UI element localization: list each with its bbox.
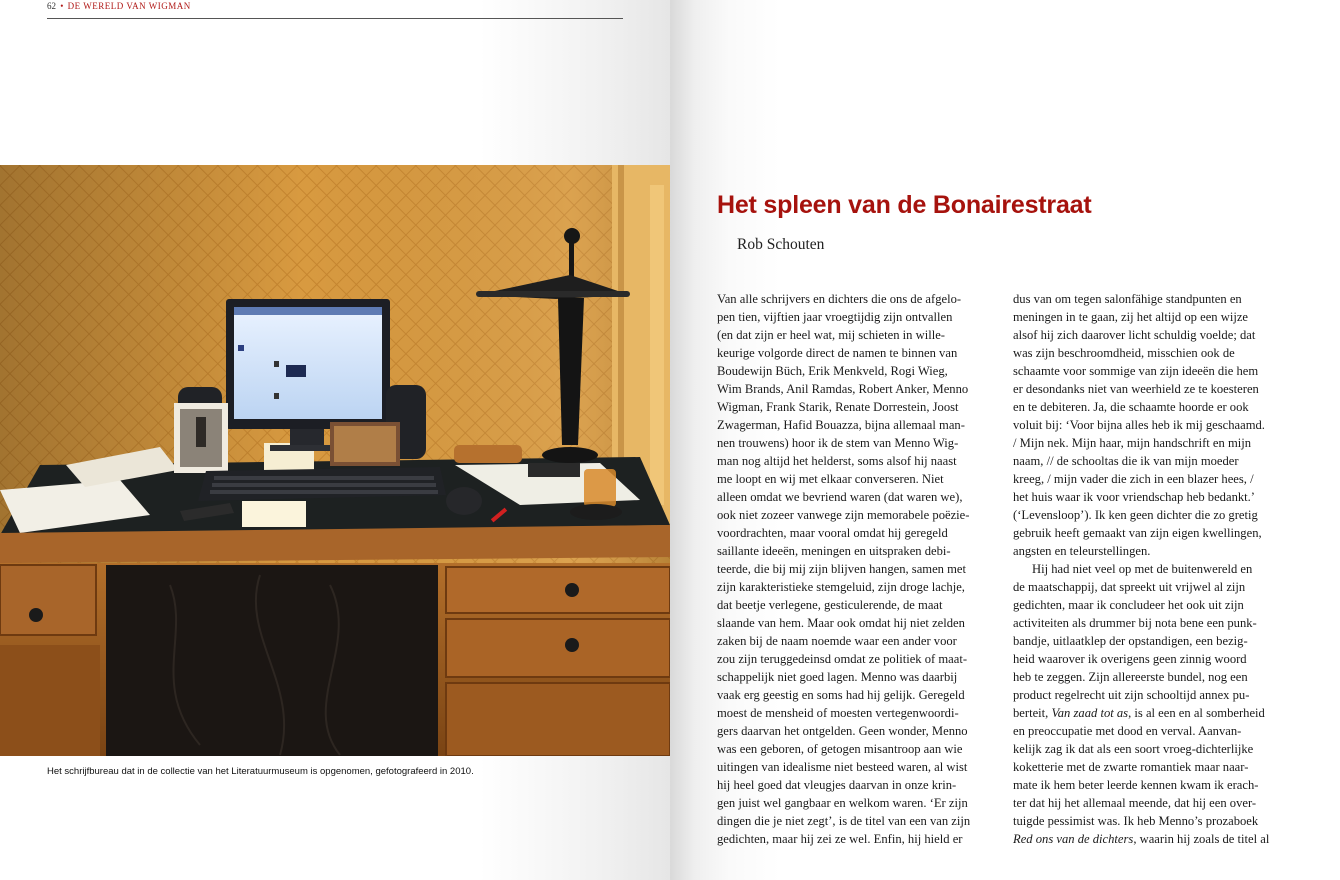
text-line: vaak erg geestig en soms had hij gelijk. Geregeld [717,688,965,702]
text-line: uitingen van idealisme niet besteed waren, al wist [717,760,968,774]
text-line: kelijk zag ik dat als een soort vroeg-dichterlijke [1013,742,1254,756]
text-line: schaamte voor sommige van zijn ideeën die hem [1013,364,1259,378]
text-line: de maatschappij, dat spreekt uit vrijwel al zijn [1013,580,1246,594]
header-separator: • [60,1,64,11]
text-line: (‘Levensloop’). Ik ken geen dichter die zo gretig [1013,508,1258,522]
text-line: heb te zeggen. Zijn allereerste bundel, nog een [1013,670,1248,684]
text-line [1013,704,1298,722]
text-line: dat beetje verlegene, gesticulerende, de maat [717,598,943,612]
text-line: kreeg, / mijn vader die zich in een blazer hees, / [1013,472,1254,486]
text-line: was een geboren, of getogen misantroop aan wie [717,742,963,756]
text-line: teerde, die bij mij zijn blijven hangen, samen met [717,562,967,576]
text-line: hij heel goed dat vleugjes daarvan in onze krin- [717,778,957,792]
text-line: Wim Brands, Anil Ramdas, Robert Anker, Menno [717,382,969,396]
text-line: / Mijn nek. Mijn haar, mijn handschrift en mijn [1013,436,1252,450]
text-segment: , waarin hij zoals de titel al [1133,832,1270,846]
text-line: dingen die je niet zegt’, is de titel van een van zijn [717,814,971,828]
text-line: zou zijn teruggedeinsd omdat ze politiek of maat- [717,652,968,666]
text-line: zijn karakteristieke stemgeluid, zijn droge lachje, [717,580,965,594]
text-line: keurige volgorde direct de namen te binnen van [717,346,958,360]
text-line: Hij had niet veel op met de buitenwereld en [1032,562,1253,576]
text-line: het huis waar ik voor vriendschap heb bedankt.’ [1013,490,1256,504]
text-line: gedichten, maar hij zei ze wel. Enfin, hij hield er [717,832,963,846]
text-line: schappelijk niet goed lagen. Menno was daarbij [717,670,958,684]
text-line: tuigde pessimist was. Ik heb Menno’s prozaboek [1013,814,1259,828]
text-line: meningen in te gaan, zij het altijd op een wijze [1013,310,1249,324]
text-line: naam, // de schooltas die ik van mijn moeder [1013,454,1239,468]
text-line: Wigman, Frank Starik, Renate Dorrestein, Joost [717,400,959,414]
article-title: Het spleen van de Bonairestraat [717,191,1092,219]
text-line: moest de mensheid of moesten vertegenwoordi- [717,706,959,720]
text-line [1013,830,1298,848]
text-segment: , is al een en al somberheid [1128,706,1265,720]
text-line: Van alle schrijvers en dichters die ons de afgelo- [717,292,962,306]
text-line: ter dat hij het allemaal meende, dat hij een over- [1013,796,1257,810]
text-line: me loopt en wij met elkaar converseren. Niet [717,472,944,486]
book-title-italic: Red ons van de dichters [1013,832,1134,846]
text-column-1 [717,290,1002,848]
text-line: heid waarover ik overigens geen zinnig woord [1013,652,1247,666]
text-line: activiteiten als drummer bij nota bene een punk- [1013,616,1257,630]
text-segment: berteit, [1013,706,1052,720]
photo-caption: Het schrijfbureau dat in de collectie van het Literatuurmuseum is opgenomen, gefotografeerd in 2010. [47,766,474,777]
text-line: was zijn beschroomdheid, misschien ook de [1013,346,1235,360]
text-line: dus van om tegen salonfähige standpunten en [1013,292,1242,306]
book-title-italic: Van zaad tot as [1051,706,1129,720]
photo-desk-icon [0,165,670,756]
text-line: Boudewijn Büch, Erik Menkveld, Rogi Wieg, [717,364,948,378]
text-line: voluit bij: ‘Voor bijna alles heb ik mij geschaamd. [1013,418,1265,432]
text-line: ook niet zozeer vanwege zijn memorabele poëzie- [717,508,970,522]
article-author: Rob Schouten [737,236,825,253]
text-line: gen juist wel gangbaar en welkom waren. ‘Er zijn [717,796,968,810]
text-line: mate ik hem beter leerde kennen kwam ik erach- [1013,778,1259,792]
text-line: angsten en teleurstellingen. [1013,544,1151,558]
text-line: er desondanks niet van weerhield ze te koesteren [1013,382,1259,396]
text-line: man nog altijd het helderst, soms alsof hij naast [717,454,957,468]
text-line: zaken bij de naam noemde waar een ander voor [717,634,957,648]
text-line: alsof hij zich daarover licht schuldig voelde; dat [1013,328,1256,342]
text-line: (en dat zijn er heel wat, mij schieten in wille- [717,328,946,342]
text-line: en preoccupatie met dood en verval. Aanvan- [1013,724,1242,738]
text-line: product regelrecht uit zijn schooltijd annex pu- [1013,688,1250,702]
text-line: gers daarvan het ontgelden. Geen wonder, Menno [717,724,968,738]
desk-photo [0,165,670,756]
text-line: slaande van hem. Maar ook omdat hij niet zelden [717,616,965,630]
text-line: alleen omdat we bevriend waren (dat waren we), [717,490,963,504]
text-line: koketterie met de zwarte romantiek maar naar- [1013,760,1249,774]
text-line: bandje, uitlaatklep der opstandigen, een bezig- [1013,634,1248,648]
book-title: DE WERELD VAN WIGMAN [67,1,191,11]
text-line: pen tien, vijftien jaar vroegtijdig zijn ontvallen [717,310,953,324]
text-line: en te debiteren. Ja, die schaamte hoorde er ook [1013,400,1249,414]
text-line: gedichten, maar ik concludeer het ook uit zijn [1013,598,1244,612]
text-line: voordrachten, maar vooral omdat hij geregeld [717,526,948,540]
text-line: nen trouwens) hoor ik de stem van Menno Wig- [717,436,959,450]
text-column-2 [1013,290,1298,848]
text-line: saillante ideeën, meningen en uitspraken debi- [717,544,951,558]
text-line: gebruik heeft gemaakt van zijn eigen kwellingen, [1013,526,1262,540]
page-number: 62 [47,1,56,11]
text-line: Zwagerman, Hafid Bouazza, bijna allemaal man- [717,418,965,432]
running-head [47,0,623,19]
